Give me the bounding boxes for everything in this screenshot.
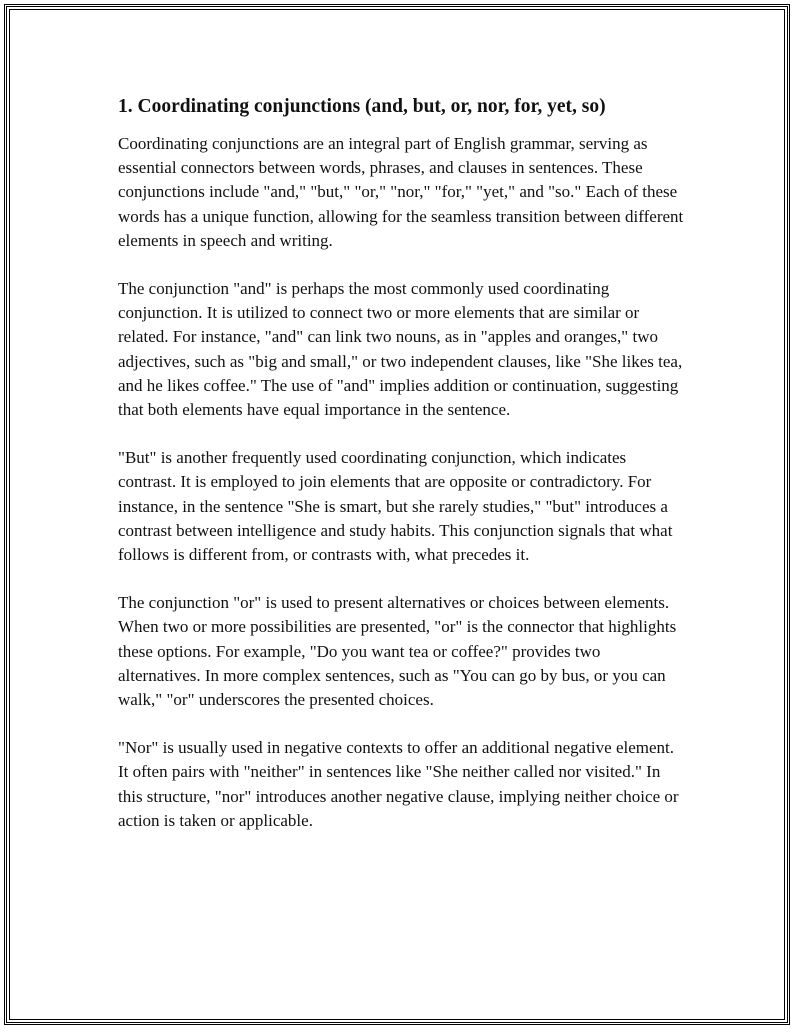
paragraph-and: The conjunction "and" is perhaps the most commonly used coordinating conjunction. It is utilized to connect two or more elements that are similar or related. For instance, "and" can link two nouns, as in "apples and oranges," two adjectives, such as "big and small," or two independent clauses, like "She likes tea, and he likes coffee." The use of "and" implies addition or continuation, suggesting that both elements have equal importance in the sentence. (118, 279, 683, 420)
paragraph-intro: Coordinating conjunctions are an integral part of English grammar, serving as essential connectors between words, phrases, and clauses in sentences. These conjunctions include "and," "but," "or," "nor," "for," "yet," and "so." Each of these words has a unique function, allowing for the seamless transition between different elements in speech and writing. (118, 134, 684, 250)
section-heading: 1. Coordinating conjunctions (and, but, or, nor, for, yet, so) (118, 96, 606, 117)
paragraph-but: "But" is another frequently used coordinating conjunction, which indicates contrast. It is employed to join elements that are opposite or contradictory. For instance, in the sentence "She is smart, but she rarely studies," "but" introduces a contrast between intelligence and study habits. This conjunction signals that what follows is different from, or contrasts with, what precedes it. (118, 448, 673, 565)
paragraph-nor: "Nor" is usually used in negative contexts to offer an additional negative element. It often pairs with "neither" in sentences like "She neither called nor visited." In this structure, "nor" introduces another negative clause, implying neither choice or action is taken or applicable. (118, 738, 679, 830)
document-body (118, 94, 686, 857)
paragraph-or: The conjunction "or" is used to present alternatives or choices between elements. When two or more possibilities are presented, "or" is the connector that highlights these options. For example, "Do you want tea or coffee?" provides two alternatives. In more complex sentences, such as "You can go by bus, or you can walk," "or" underscores the presented choices. (118, 593, 677, 710)
